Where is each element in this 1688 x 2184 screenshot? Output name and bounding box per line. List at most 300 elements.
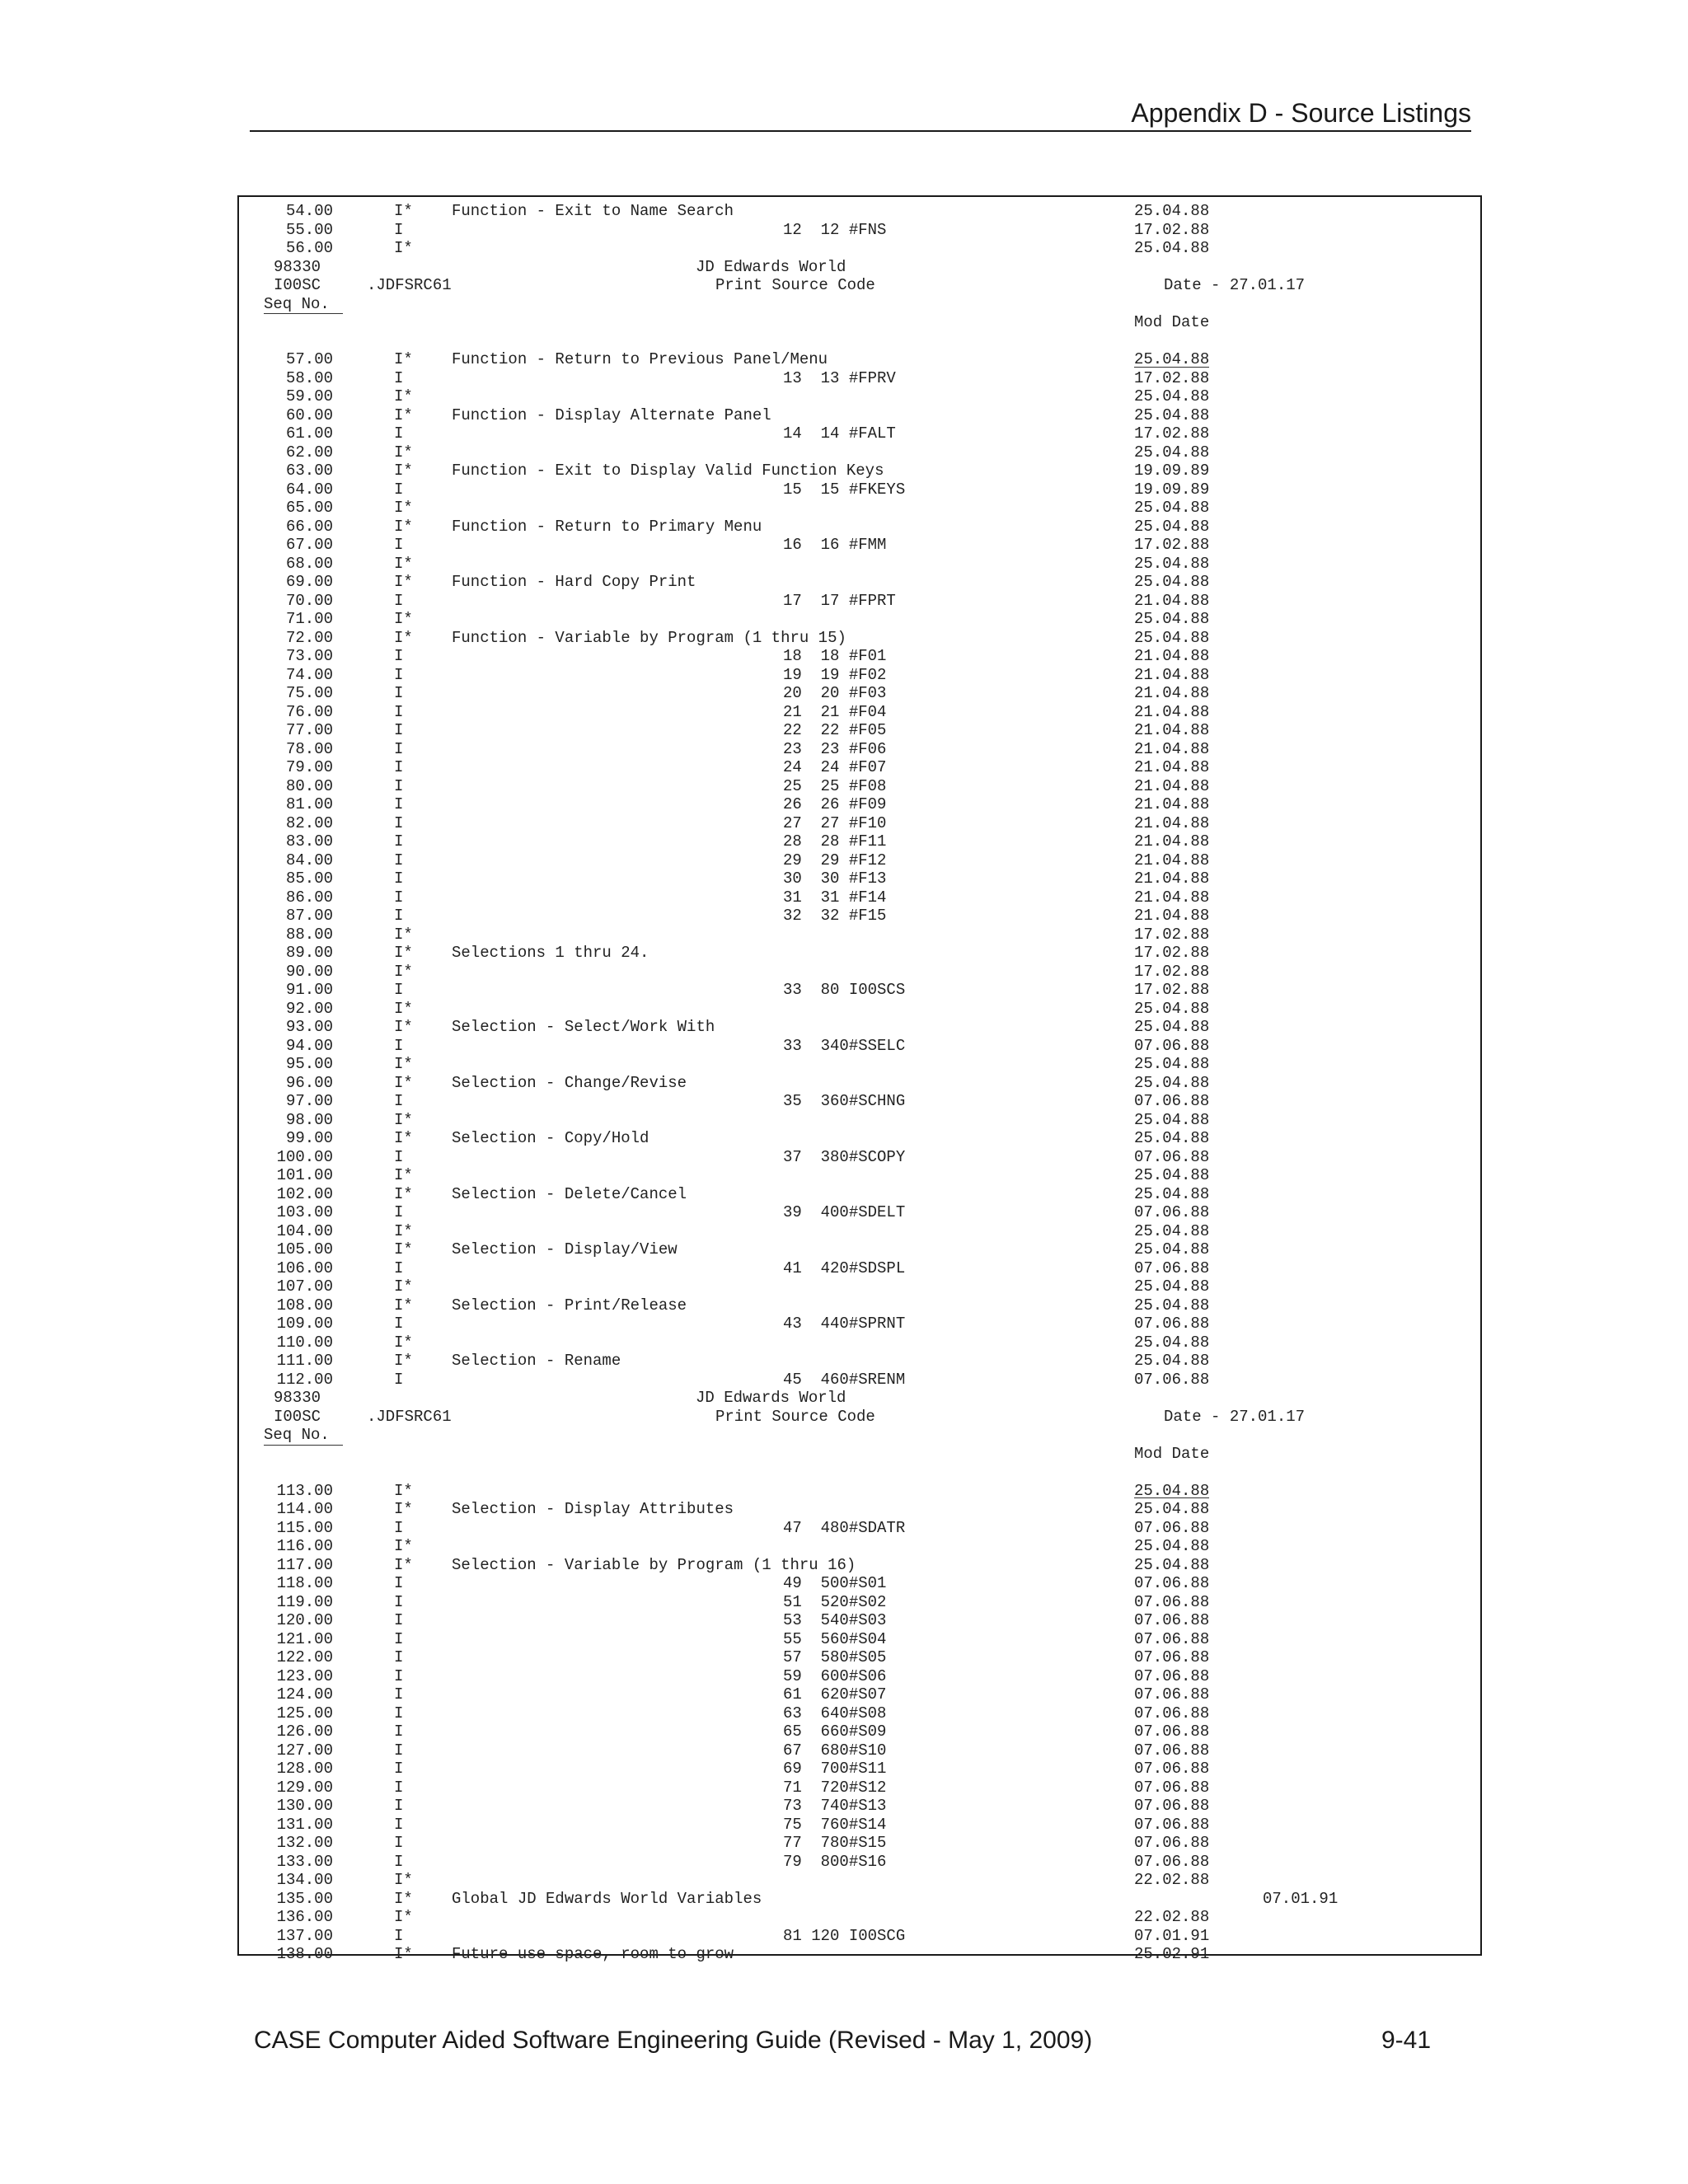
- listing-line: [239, 1222, 1480, 1241]
- field-positions: 79 800#S16: [783, 1852, 887, 1871]
- seq-number: 102.00: [276, 1184, 333, 1203]
- field-positions: 39 400#SDELT: [783, 1203, 906, 1221]
- seq-number: 120.00: [276, 1611, 333, 1629]
- listing-line: [239, 1185, 1480, 1204]
- seq-number: 115.00: [276, 1518, 333, 1537]
- seq-number: 63.00: [285, 462, 333, 480]
- listing-line: [239, 1779, 1480, 1797]
- report-member: I00SC: [274, 276, 321, 294]
- mod-date: 25.04.88: [1134, 554, 1210, 573]
- listing-line: [239, 1722, 1480, 1741]
- seq-number: 108.00: [276, 1296, 333, 1315]
- seq-number: 60.00: [285, 405, 333, 424]
- field-positions: 61 620#S07: [783, 1685, 887, 1704]
- field-positions: 51 520#S02: [783, 1592, 887, 1611]
- mod-date: 07.06.88: [1134, 1147, 1210, 1166]
- listing-line: [239, 1630, 1480, 1649]
- mod-date: 25.04.88: [1134, 1481, 1210, 1500]
- seq-number: 99.00: [285, 1129, 333, 1147]
- seq-number: 55.00: [285, 220, 333, 239]
- report-id: 98330: [274, 257, 321, 276]
- listing-line: [239, 518, 1480, 537]
- listing-line: [239, 406, 1480, 425]
- field-positions: 65 660#S09: [783, 1722, 887, 1741]
- spec-indicator: I*: [394, 1184, 413, 1203]
- seq-number: 132.00: [276, 1834, 333, 1852]
- mod-date: 21.04.88: [1134, 591, 1210, 610]
- report-program: .JDFSRC61: [367, 276, 452, 294]
- seq-number: 81.00: [285, 795, 333, 813]
- comment-text: Global JD Edwards World Variables: [452, 1889, 762, 1908]
- seq-number: 133.00: [276, 1852, 333, 1871]
- seq-number: 101.00: [276, 1166, 333, 1184]
- field-positions: 71 720#S12: [783, 1778, 887, 1797]
- mod-date: 21.04.88: [1134, 702, 1210, 721]
- field-positions: 67 680#S10: [783, 1741, 887, 1760]
- listing-line: [239, 1648, 1480, 1667]
- spec-indicator: I*: [394, 1277, 413, 1296]
- spec-indicator: I: [394, 684, 404, 702]
- listing-line: [239, 1704, 1480, 1723]
- mod-date: 07.06.88: [1134, 1722, 1210, 1741]
- seq-number: 126.00: [276, 1722, 333, 1741]
- field-positions: 69 700#S11: [783, 1760, 887, 1778]
- mod-date: 19.09.89: [1134, 480, 1210, 499]
- field-positions: 17 17 #FPRT: [783, 591, 896, 610]
- seq-number: 122.00: [276, 1648, 333, 1666]
- listing-line: [239, 1890, 1480, 1909]
- report-program: .JDFSRC61: [367, 1407, 452, 1426]
- spec-indicator: I: [394, 1834, 404, 1852]
- seq-number: 69.00: [285, 573, 333, 591]
- seq-number: 109.00: [276, 1315, 333, 1333]
- mod-date: 25.04.88: [1134, 1129, 1210, 1147]
- mod-date: 25.04.88: [1134, 1537, 1210, 1555]
- spec-indicator: I: [394, 1203, 404, 1221]
- field-positions: 19 19 #F02: [783, 665, 887, 684]
- seq-number: 80.00: [285, 776, 333, 795]
- seq-number: 59.00: [285, 387, 333, 405]
- seq-number: 83.00: [285, 832, 333, 851]
- mod-date: 17.02.88: [1134, 981, 1210, 999]
- listing-line: [239, 221, 1480, 240]
- seq-number: 105.00: [276, 1240, 333, 1258]
- mod-date: 21.04.88: [1134, 684, 1210, 702]
- source-listing-box: [237, 195, 1482, 1963]
- listing-line: [239, 1834, 1480, 1853]
- field-positions: 26 26 #F09: [783, 795, 887, 813]
- mod-date: 17.02.88: [1134, 424, 1210, 443]
- listing-line: [239, 684, 1480, 703]
- listing-line: [239, 721, 1480, 740]
- field-positions: 33 340#SSELC: [783, 1036, 906, 1055]
- footer-document-title: CASE Computer Aided Software Engineering Guide (Revised - May 1, 2009): [254, 2027, 1093, 2054]
- mod-date: 07.01.91: [1263, 1889, 1339, 1908]
- listing-line: [239, 1741, 1480, 1760]
- spec-indicator: I: [394, 591, 404, 610]
- seq-number: 78.00: [285, 739, 333, 758]
- listing-line: [239, 1816, 1480, 1835]
- seq-number: 97.00: [285, 1092, 333, 1110]
- seq-number: 117.00: [276, 1555, 333, 1574]
- listing-line: [239, 647, 1480, 666]
- spec-indicator: I: [394, 1760, 404, 1778]
- spec-indicator: I: [394, 1574, 404, 1592]
- spec-indicator: I: [394, 647, 404, 665]
- spec-indicator: I: [394, 1926, 404, 1945]
- seq-number: 130.00: [276, 1797, 333, 1815]
- field-positions: 43 440#SPRNT: [783, 1315, 906, 1333]
- mod-date: 25.04.88: [1134, 1352, 1210, 1370]
- field-positions: 22 22 #F05: [783, 721, 887, 739]
- listing-line: [239, 1333, 1480, 1352]
- mod-date: 22.02.88: [1134, 1908, 1210, 1926]
- mod-date: 25.02.91: [1134, 1945, 1210, 1963]
- listing-line: [239, 1277, 1480, 1296]
- seq-number: 114.00: [276, 1500, 333, 1518]
- field-positions: 21 21 #F04: [783, 702, 887, 721]
- field-positions: 23 23 #F06: [783, 739, 887, 758]
- mod-date: 25.04.88: [1134, 1240, 1210, 1258]
- seq-number: 82.00: [285, 813, 333, 832]
- spec-indicator: I: [394, 1685, 404, 1704]
- mod-date: 25.04.88: [1134, 517, 1210, 536]
- mod-date: 21.04.88: [1134, 907, 1210, 925]
- spec-indicator: I*: [394, 239, 413, 257]
- spec-indicator: I*: [394, 1240, 413, 1258]
- listing-line: [239, 851, 1480, 870]
- report-title: Print Source Code: [715, 276, 875, 294]
- listing-line: [239, 888, 1480, 907]
- mod-date: 21.04.88: [1134, 776, 1210, 795]
- spec-indicator: I: [394, 1666, 404, 1685]
- spec-indicator: I: [394, 702, 404, 721]
- spec-indicator: I*: [394, 1352, 413, 1370]
- mod-date: 07.06.88: [1134, 1834, 1210, 1852]
- comment-text: Future use space, room to grow: [452, 1945, 734, 1963]
- field-positions: 20 20 #F03: [783, 684, 887, 702]
- spec-indicator: I*: [394, 1889, 413, 1908]
- field-positions: 32 32 #F15: [783, 907, 887, 925]
- mod-date: 07.06.88: [1134, 1574, 1210, 1592]
- listing-line: [239, 1074, 1480, 1093]
- footer-page-number: 9-41: [1381, 2027, 1431, 2054]
- listing-line: [239, 1092, 1480, 1111]
- mod-date: 21.04.88: [1134, 832, 1210, 851]
- seq-number: 86.00: [285, 888, 333, 907]
- mod-date: 25.04.88: [1134, 1555, 1210, 1574]
- comment-text: Function - Exit to Name Search: [452, 202, 734, 220]
- blank-line: [239, 1463, 1480, 1482]
- seq-number: 91.00: [285, 981, 333, 999]
- seq-number: 58.00: [285, 368, 333, 387]
- mod-date: 07.06.88: [1134, 1629, 1210, 1648]
- spec-indicator: I: [394, 1518, 404, 1537]
- mod-date: 25.04.88: [1134, 499, 1210, 517]
- seq-number: 113.00: [276, 1481, 333, 1500]
- spec-indicator: I*: [394, 405, 413, 424]
- listing-line: [239, 499, 1480, 518]
- listing-line: [239, 1018, 1480, 1037]
- seq-number: 74.00: [285, 665, 333, 684]
- seq-number: 93.00: [285, 1018, 333, 1036]
- mod-date: 25.04.88: [1134, 573, 1210, 591]
- seq-number: 67.00: [285, 536, 333, 554]
- comment-text: Function - Return to Primary Menu: [452, 517, 762, 536]
- seq-number: 77.00: [285, 721, 333, 739]
- seq-number: 107.00: [276, 1277, 333, 1296]
- listing-line: [239, 1148, 1480, 1167]
- listing-line: [239, 795, 1480, 814]
- field-positions: 13 13 #FPRV: [783, 368, 896, 387]
- listing-line: [239, 1371, 1480, 1390]
- mod-date: 25.04.88: [1134, 1500, 1210, 1518]
- mod-date: 07.06.88: [1134, 1258, 1210, 1277]
- spec-indicator: I*: [394, 1555, 413, 1574]
- field-positions: 15 15 #FKEYS: [783, 480, 906, 499]
- report-header-line: [239, 1389, 1480, 1408]
- field-positions: 47 480#SDATR: [783, 1518, 906, 1537]
- spec-indicator: I: [394, 832, 404, 851]
- listing-line: [239, 555, 1480, 574]
- field-positions: 14 14 #FALT: [783, 424, 896, 443]
- spec-indicator: I: [394, 1592, 404, 1611]
- spec-indicator: I: [394, 1036, 404, 1055]
- listing-line: [239, 740, 1480, 759]
- comment-text: Selection - Display/View: [452, 1240, 678, 1258]
- mod-date: 07.06.88: [1134, 1815, 1210, 1834]
- mod-date-header: Mod Date: [1134, 313, 1210, 331]
- mod-date: 21.04.88: [1134, 739, 1210, 758]
- mod-date: 07.06.88: [1134, 1852, 1210, 1871]
- comment-text: Function - Return to Previous Panel/Menu: [452, 350, 828, 368]
- listing-line: [239, 387, 1480, 406]
- seq-number: 71.00: [285, 610, 333, 628]
- listing-line: [239, 981, 1480, 1000]
- spec-indicator: I: [394, 795, 404, 813]
- field-positions: 53 540#S03: [783, 1611, 887, 1629]
- mod-date: 07.06.88: [1134, 1592, 1210, 1611]
- listing-line: [239, 239, 1480, 258]
- listing-line: [239, 629, 1480, 648]
- spec-indicator: I*: [394, 1537, 413, 1555]
- report-company: JD Edwards World: [696, 257, 846, 276]
- report-id: 98330: [274, 1389, 321, 1407]
- report-title: Print Source Code: [715, 1407, 875, 1426]
- mod-date: 07.06.88: [1134, 1315, 1210, 1333]
- field-positions: 81 120 I00SCG: [783, 1926, 906, 1945]
- spec-indicator: I: [394, 1629, 404, 1648]
- seq-number: 138.00: [276, 1945, 333, 1963]
- field-positions: 31 31 #F14: [783, 888, 887, 907]
- seq-number: 95.00: [285, 1055, 333, 1073]
- comment-text: Function - Exit to Display Valid Function Keys: [452, 462, 884, 480]
- mod-date: 07.06.88: [1134, 1760, 1210, 1778]
- seq-number: 128.00: [276, 1760, 333, 1778]
- mod-date: 25.04.88: [1134, 350, 1210, 368]
- mod-date: 21.04.88: [1134, 758, 1210, 776]
- listing-line: [239, 869, 1480, 888]
- spec-indicator: I: [394, 536, 404, 554]
- listing-line: [239, 369, 1480, 388]
- mod-date: 25.04.88: [1134, 1110, 1210, 1129]
- spec-indicator: I*: [394, 944, 413, 962]
- column-header-line: [239, 313, 1480, 332]
- mod-date: 07.06.88: [1134, 1203, 1210, 1221]
- spec-indicator: I: [394, 1778, 404, 1797]
- spec-indicator: I: [394, 1741, 404, 1760]
- spec-indicator: I*: [394, 610, 413, 628]
- field-positions: 75 760#S14: [783, 1815, 887, 1834]
- spec-indicator: I*: [394, 1500, 413, 1518]
- listing-line: [239, 1296, 1480, 1315]
- seq-number: 65.00: [285, 499, 333, 517]
- spec-indicator: I*: [394, 554, 413, 573]
- seq-number: 66.00: [285, 517, 333, 536]
- listing-line: [239, 350, 1480, 369]
- listing-line: [239, 1927, 1480, 1946]
- comment-text: Selection - Select/Work With: [452, 1018, 715, 1036]
- field-positions: 73 740#S13: [783, 1797, 887, 1815]
- mod-date: 21.04.88: [1134, 721, 1210, 739]
- mod-date: 25.04.88: [1134, 1221, 1210, 1240]
- mod-date: 17.02.88: [1134, 220, 1210, 239]
- seq-number: 56.00: [285, 239, 333, 257]
- mod-date: 07.06.88: [1134, 1685, 1210, 1704]
- field-positions: 59 600#S06: [783, 1666, 887, 1685]
- spec-indicator: I*: [394, 925, 413, 944]
- listing-line: [239, 1611, 1480, 1630]
- field-positions: 57 580#S05: [783, 1648, 887, 1666]
- spec-indicator: I*: [394, 350, 413, 368]
- spec-indicator: I: [394, 813, 404, 832]
- listing-line: [239, 202, 1480, 221]
- seq-number: 68.00: [285, 554, 333, 573]
- seq-number: 89.00: [285, 944, 333, 962]
- spec-indicator: I*: [394, 1018, 413, 1036]
- mod-date: 22.02.88: [1134, 1871, 1210, 1889]
- comment-text: Selection - Copy/Hold: [452, 1129, 649, 1147]
- listing-line: [239, 1500, 1480, 1519]
- seq-number: 131.00: [276, 1815, 333, 1834]
- mod-date: 07.06.88: [1134, 1648, 1210, 1666]
- spec-indicator: I: [394, 869, 404, 888]
- mod-date: 21.04.88: [1134, 888, 1210, 907]
- seq-number: 123.00: [276, 1666, 333, 1685]
- report-member: I00SC: [274, 1407, 321, 1426]
- spec-indicator: I: [394, 758, 404, 776]
- seq-number: 72.00: [285, 628, 333, 647]
- spec-indicator: I*: [394, 1945, 413, 1963]
- mod-date: 25.04.88: [1134, 202, 1210, 220]
- spec-indicator: I*: [394, 1129, 413, 1147]
- seq-number: 84.00: [285, 851, 333, 869]
- spec-indicator: I: [394, 1370, 404, 1389]
- listing-line: [239, 1574, 1480, 1593]
- report-company: JD Edwards World: [696, 1389, 846, 1407]
- spec-indicator: I: [394, 480, 404, 499]
- listing-line: [239, 944, 1480, 963]
- spec-indicator: I: [394, 1704, 404, 1722]
- seq-number: 103.00: [276, 1203, 333, 1221]
- mod-date: 17.02.88: [1134, 925, 1210, 944]
- comment-text: Selection - Change/Revise: [452, 1073, 687, 1092]
- column-header-line: [239, 1426, 1480, 1445]
- report-header-line: [239, 276, 1480, 295]
- seq-number: 112.00: [276, 1370, 333, 1389]
- field-positions: 35 360#SCHNG: [783, 1092, 906, 1110]
- seq-number: 104.00: [276, 1221, 333, 1240]
- seq-number: 106.00: [276, 1258, 333, 1277]
- listing-line: [239, 573, 1480, 592]
- listing-line: [239, 1685, 1480, 1704]
- listing-line: [239, 1111, 1480, 1130]
- spec-indicator: I: [394, 1797, 404, 1815]
- field-positions: 49 500#S01: [783, 1574, 887, 1592]
- seq-number: 118.00: [276, 1574, 333, 1592]
- seq-no-header: Seq No.: [264, 294, 330, 313]
- listing-line: [239, 777, 1480, 796]
- comment-text: Selection - Display Attributes: [452, 1500, 734, 1518]
- field-positions: 33 80 I00SCS: [783, 981, 906, 999]
- seq-number: 127.00: [276, 1741, 333, 1760]
- spec-indicator: I*: [394, 628, 413, 647]
- field-positions: 27 27 #F10: [783, 813, 887, 832]
- seq-underline: [264, 313, 343, 314]
- listing-line: [239, 814, 1480, 833]
- listing-line: [239, 424, 1480, 443]
- seq-underline: [264, 1445, 343, 1446]
- mod-date: 07.01.91: [1134, 1926, 1210, 1945]
- spec-indicator: I*: [394, 517, 413, 536]
- comment-text: Selections 1 thru 24.: [452, 944, 649, 962]
- mod-date: 25.04.88: [1134, 1073, 1210, 1092]
- listing-line: [239, 666, 1480, 685]
- spec-indicator: I: [394, 776, 404, 795]
- field-positions: 63 640#S08: [783, 1704, 887, 1722]
- mod-date: 25.04.88: [1134, 1296, 1210, 1315]
- listing-line: [239, 1037, 1480, 1056]
- seq-number: 92.00: [285, 999, 333, 1018]
- field-positions: 18 18 #F01: [783, 647, 887, 665]
- listing-line: [239, 1055, 1480, 1074]
- listing-line: [239, 1871, 1480, 1890]
- seq-number: 137.00: [276, 1926, 333, 1945]
- listing-line: [239, 1593, 1480, 1612]
- listing-line: [239, 758, 1480, 777]
- field-positions: 41 420#SDSPL: [783, 1258, 906, 1277]
- listing-line: [239, 462, 1480, 480]
- spec-indicator: I*: [394, 462, 413, 480]
- seq-number: 88.00: [285, 925, 333, 944]
- spec-indicator: I: [394, 1815, 404, 1834]
- blank-line: [239, 332, 1480, 351]
- mod-date: 25.04.88: [1134, 1277, 1210, 1296]
- mod-date: 21.04.88: [1134, 851, 1210, 869]
- seq-number: 136.00: [276, 1908, 333, 1926]
- listing-line: [239, 1000, 1480, 1019]
- listing-line: [239, 963, 1480, 982]
- column-header-line: [239, 295, 1480, 314]
- comment-text: Selection - Rename: [452, 1352, 621, 1370]
- spec-indicator: I*: [394, 387, 413, 405]
- mod-date: 07.06.88: [1134, 1036, 1210, 1055]
- spec-indicator: I: [394, 368, 404, 387]
- mod-date: 21.04.88: [1134, 795, 1210, 813]
- seq-number: 73.00: [285, 647, 333, 665]
- mod-date: 19.09.89: [1134, 462, 1210, 480]
- comment-text: Selection - Delete/Cancel: [452, 1184, 687, 1203]
